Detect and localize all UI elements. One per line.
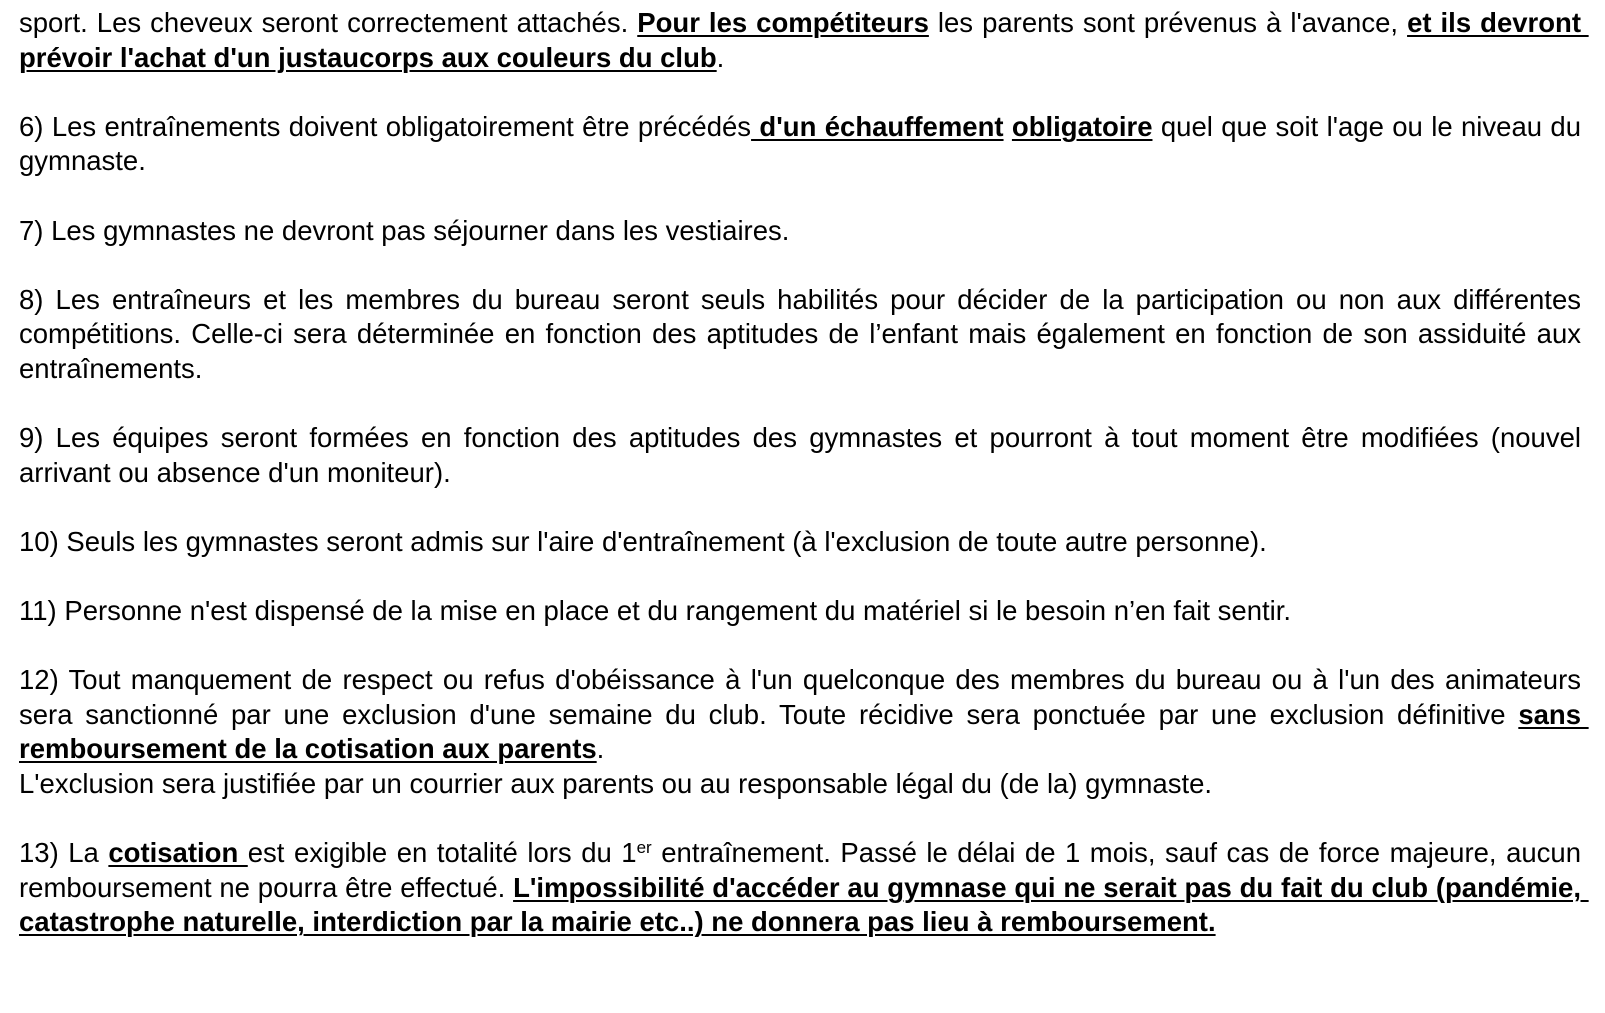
paragraph-rule-8: [19, 283, 1589, 387]
paragraph-rule-10: [19, 525, 1581, 560]
superscript-text: er: [636, 838, 652, 858]
text-run: 8) Les entraîneurs et les membres du bureau seront seuls habilités pour décider de la participation ou non aux différentes compétitions. Celle-ci sera déterminée en fonction des aptitudes de l’enfant mais également en fonction de son assiduité aux entraînements.: [19, 283, 1589, 384]
emphasized-text: Pour les compétiteurs: [637, 7, 929, 38]
paragraph-rule-5-end: [19, 6, 1589, 75]
text-run: L'exclusion sera justifiée par un courrier aux parents ou au responsable légal du (de la) gymnaste.: [19, 768, 1213, 800]
text-run: 10) Seuls les gymnastes seront admis sur l'aire d'entraînement (à l'exclusion de toute autre personne).: [19, 525, 1267, 557]
paragraph-rule-7: [19, 214, 1581, 249]
text-run: les parents sont prévenus à l'avance,: [928, 7, 1408, 38]
text-run: 13) La: [19, 837, 109, 869]
text-run: est exigible en totalité lors du 1: [247, 837, 637, 869]
text-run: sport. Les cheveux seront correctement attachés.: [19, 7, 638, 38]
paragraph-rule-9: [19, 421, 1589, 490]
text-run: .: [716, 41, 725, 73]
paragraph-rule-13: [19, 836, 1589, 940]
text-run: 6) Les entraînements doivent obligatoirement être précédés: [19, 110, 752, 142]
text-run: 11) Personne n'est dispensé de la mise en place et du rangement du matériel si le besoin n’en fait sentir.: [19, 595, 1292, 627]
emphasized-text: L'impossibilité d'accéder au gymnase qui ne serait pas du fait du club (pandémie, catastrophe naturelle, interdiction par la mairie etc..) ne donnera pas lieu à remboursement.: [19, 871, 1589, 938]
paragraph-rule-11: [19, 594, 1581, 629]
paragraph-rule-6: [19, 110, 1589, 179]
emphasized-text: sans remboursement de la cotisation aux parents: [19, 698, 1589, 765]
text-run: quel que soit l'age ou le niveau du gymnaste.: [19, 110, 1589, 177]
rules-document: [19, 6, 1589, 940]
text-run: .: [596, 733, 605, 765]
text-run: 9) Les équipes seront formées en fonction des aptitudes des gymnastes et pourront à tout moment être modifiées (nouvel arrivant ou absence d'un moniteur).: [19, 422, 1589, 488]
emphasized-text: et ils devront prévoir l'achat d'un justaucorps aux couleurs du club: [19, 7, 1589, 73]
emphasized-text: cotisation: [108, 837, 248, 869]
emphasized-text: d'un échauffement: [751, 110, 1004, 142]
text-run: 12) Tout manquement de respect ou refus d'obéissance à l'un quelconque des membres du bureau ou à l'un des animateurs sera sanctionné par une exclusion d'une semaine du club. Toute récidive sera ponctuée par une exclusion définitive: [19, 664, 1589, 730]
emphasized-text: obligatoire: [1011, 110, 1153, 142]
text-run: entraînement. Passé le délai de 1 mois, sauf cas de force majeure, aucun remboursement ne pourra être effectué.: [19, 837, 1589, 903]
paragraph-rule-12: [19, 663, 1589, 801]
text-run: [1004, 111, 1012, 142]
text-run: 7) Les gymnastes ne devront pas séjourner dans les vestiaires.: [19, 214, 790, 246]
